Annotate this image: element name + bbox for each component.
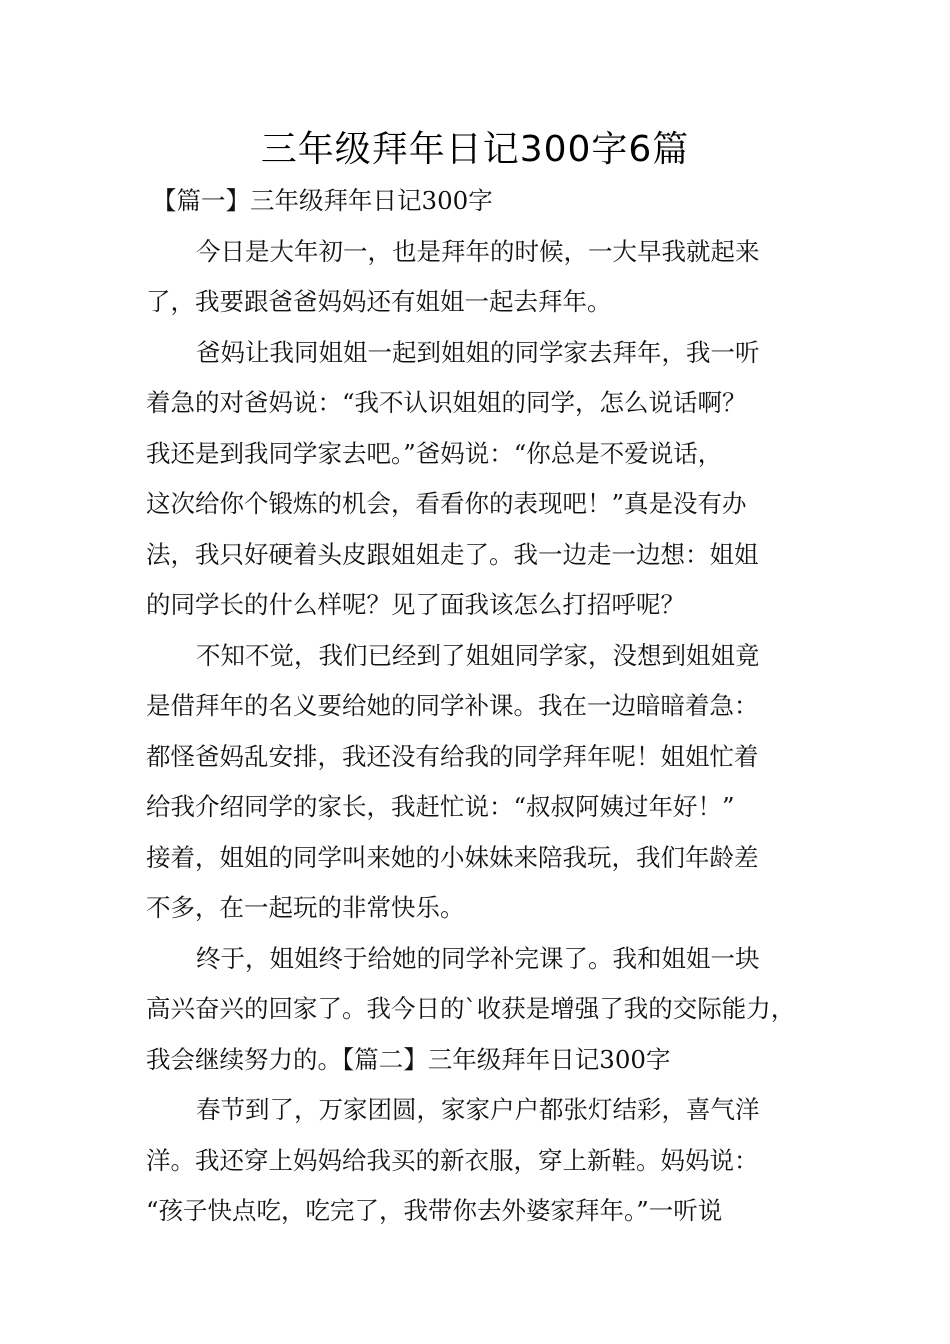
text-line: 法，我只好硬着头皮跟姐姐走了。我一边走一边想：姐姐 <box>146 539 759 569</box>
text-line: 了，我要跟爸爸妈妈还有姐姐一起去拜年。 <box>146 287 612 316</box>
text-line: 不多，在一起玩的非常快乐。 <box>146 893 465 922</box>
text-line: 爸妈让我同姐姐一起到姐姐的同学家去拜年，我一听 <box>196 337 760 367</box>
document-body <box>146 176 810 1237</box>
text-line: 不知不觉，我们已经到了姐姐同学家，没想到姐姐竟 <box>196 640 760 670</box>
text-line: 着急的对爸妈说：“我不认识姐姐的同学，怎么说话啊？ <box>146 388 747 417</box>
text-line: 我会继续努力的。【篇二】三年级拜年日记300字 <box>146 1044 671 1074</box>
text-line: 接着，姐姐的同学叫来她的小妹妹来陪我玩，我们年龄差 <box>146 842 759 872</box>
text-line: 是借拜年的名义要给她的同学补课。我在一边暗暗着急： <box>146 691 759 720</box>
text-line: 终于，姐姐终于给她的同学补完课了。我和姐姐一块 <box>196 943 760 973</box>
document-title: 三年级拜年日记300字6篇 <box>260 129 690 170</box>
text-line: 这次给你个锻炼的机会，看看你的表现吧！”真是没有办 <box>146 489 747 518</box>
text-line: 都怪爸妈乱安排，我还没有给我的同学拜年呢！姐姐忙着 <box>146 741 759 771</box>
text-line: 今日是大年初一，也是拜年的时候，一大早我就起来 <box>196 236 760 266</box>
text-line: 洋。我还穿上妈妈给我买的新衣服，穿上新鞋。妈妈说： <box>146 1145 759 1175</box>
text-line: 给我介绍同学的家长，我赶忙说：“叔叔阿姨过年好！” <box>146 792 735 821</box>
text-line: 【篇一】三年级拜年日记300字 <box>152 186 493 215</box>
text-line: 我还是到我同学家去吧。”爸妈说：“你总是不爱说话， <box>146 438 723 468</box>
text-line: 高兴奋兴的回家了。我今日的`收获是增强了我的交际能力， <box>146 994 796 1023</box>
text-line: 春节到了，万家团圆，家家户户都张灯结彩，喜气洋 <box>196 1095 760 1124</box>
text-line: 的同学长的什么样呢？见了面我该怎么打招呼呢？ <box>146 590 685 619</box>
text-line: “孩子快点吃，吃完了，我带你去外婆家拜年。”一听说 <box>146 1196 723 1225</box>
